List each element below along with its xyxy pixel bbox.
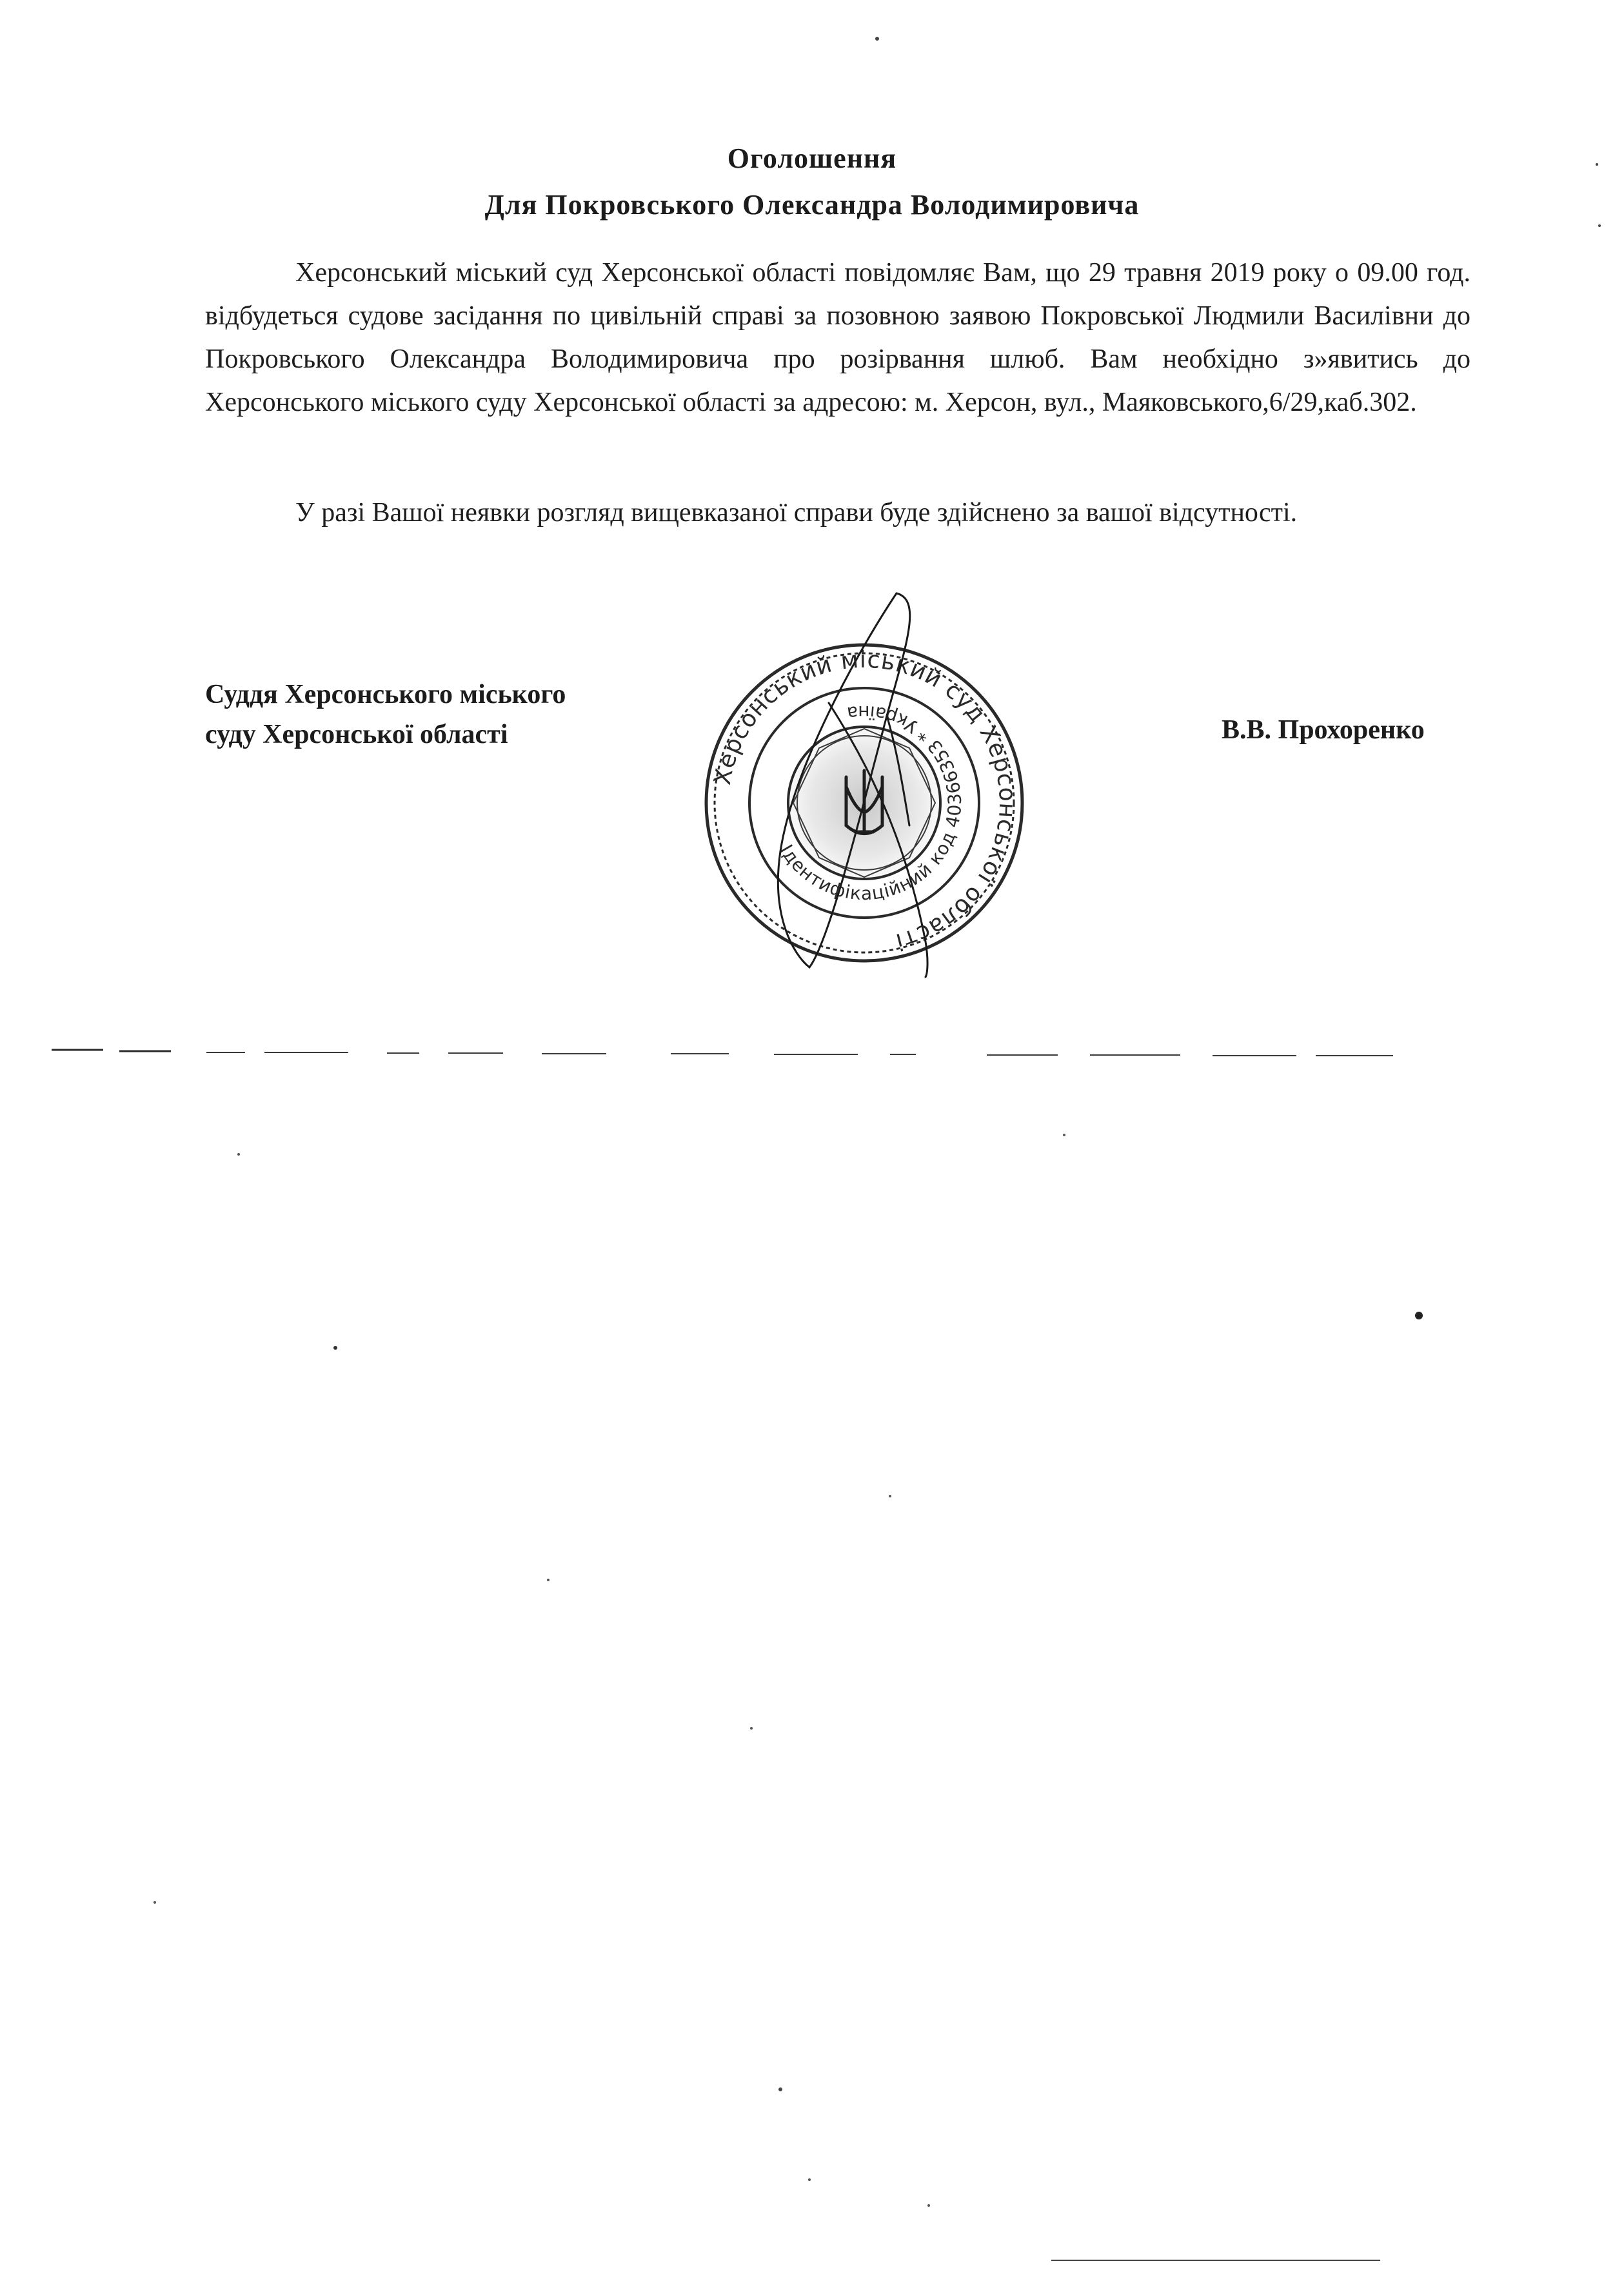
court-seal — [664, 555, 1064, 980]
seal-outer-text: Херсонський міський суд Херсонської області — [709, 646, 1021, 955]
cut-line-divider — [52, 1043, 1574, 1063]
signature-position-line-2: суду Херсонської області — [205, 720, 508, 749]
document-addressee: Для Покровського Олександра Володимировича — [484, 189, 1140, 221]
absence-paragraph: У разі Вашої неявки розгляд вищевказаної справи буде здійснено за вашої відсутності. — [295, 498, 1298, 528]
notice-paragraph: Херсонський міський суд Херсонської області повідомляє Вам, що 29 травня 2019 року о 09.00 год. відбудеться судове засідання по цивільній справі за позовною заявою Покровської Людмили Василівни до Покровського Олександра Володимировича про розірвання шлюб. Вам необхідно з»явитись до Херсонського міського суду Херсонської області за адресою: м. Херсон, вул., Маяковського,6/29,каб.302. — [205, 258, 1471, 417]
signature-name: В.В. Прохоренко — [1222, 715, 1425, 745]
document-title: Оголошення — [727, 143, 897, 174]
signature-position-line-1: Суддя Херсонського міського — [205, 680, 566, 709]
seal-inner-text: Ідентифікаційний код 40366353 * Україна — [775, 701, 966, 905]
signature-position — [205, 675, 566, 755]
